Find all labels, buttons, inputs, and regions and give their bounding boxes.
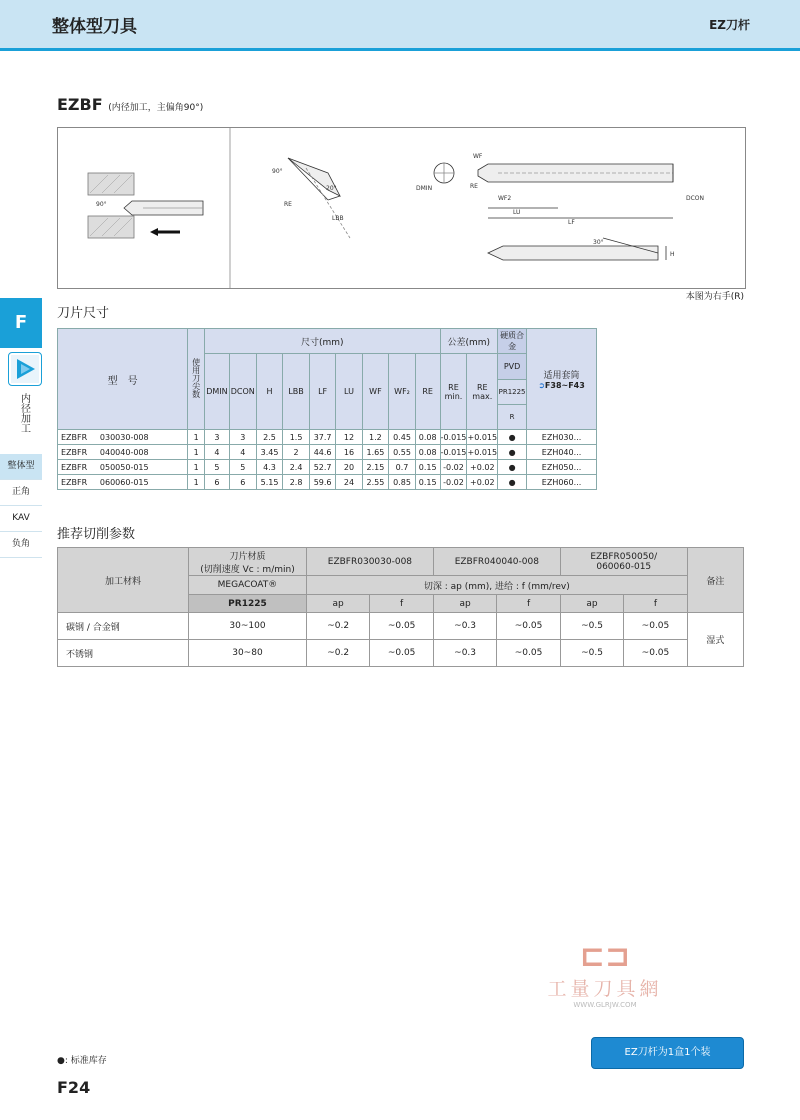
table-row [58,430,597,445]
watermark-icon: ⊏⊐ [579,939,631,974]
svg-text:RE: RE [470,183,478,190]
h-cell: 2.5 [256,430,283,445]
col-wf: WF [362,354,389,430]
tolerance-header: 公差(mm) [440,329,498,354]
sleeve-cell: EZH050... [527,460,597,475]
dmin-cell: 6 [204,475,229,490]
value-cell: ~0.2 [306,613,369,640]
speed-cell: 30~80 [188,640,306,667]
page-number: F24 [57,1078,91,1097]
ap-header: ap [306,595,369,613]
value-cell: ~0.2 [306,640,369,667]
wf-cell: 2.15 [362,460,389,475]
sidebar-section-letter: F [0,298,42,348]
col-wf2: WF₂ [389,354,416,430]
lu-cell: 24 [336,475,362,490]
f-header: f [370,595,434,613]
remark-cell: 湿式 [687,613,743,667]
dmin-cell: 4 [204,445,229,460]
re-min-cell: -0.015 [440,430,467,445]
edges-cell: 1 [188,445,205,460]
page-title: 整体型刀具 [52,17,137,37]
value-cell: ~0.05 [497,640,561,667]
group-header-030: EZBFR030030-008 [306,548,433,576]
ap-header: ap [560,595,623,613]
ap-header: ap [433,595,496,613]
grade-header: 硬质合金 [498,329,527,354]
edges-cell: 1 [188,430,205,445]
svg-text:30°: 30° [593,239,604,246]
wf-cell: 1.65 [362,445,389,460]
svg-text:H: H [670,251,675,258]
sidebar-tab-solid[interactable]: 整体型 [0,454,42,480]
stock-cell: ● [498,445,527,460]
table-row [58,613,744,640]
table-row [58,475,597,490]
remark-header: 备注 [687,548,743,613]
edges-cell: 1 [188,460,205,475]
re-cell: 0.08 [415,430,440,445]
wf2-cell: 0.45 [389,430,416,445]
edges-cell: 1 [188,475,205,490]
table-row [58,460,597,475]
stock-cell: ● [498,460,527,475]
lbb-cell: 2 [283,445,309,460]
stock-cell: ● [498,475,527,490]
group-header-050-060: EZBFR050050/ 060060-015 [560,548,687,576]
value-cell: ~0.05 [370,613,434,640]
dcon-cell: 6 [229,475,256,490]
stock-cell: ● [498,430,527,445]
sidebar-tab-positive[interactable]: 正角 [0,480,42,506]
lu-cell: 16 [336,445,362,460]
dcon-cell: 5 [229,460,256,475]
re-max-cell: +0.015 [467,430,498,445]
model-cell: EZBFR 040040-008 [58,445,188,460]
value-cell: ~0.05 [497,613,561,640]
depth-feed-header: 切深 : ap (mm), 进给 : f (mm/rev) [306,576,687,595]
stock-legend: ●: 标准库存 [57,1056,107,1066]
lbb-cell: 1.5 [283,430,309,445]
cutting-params-title: 推荐切削参数 [57,527,136,542]
material-header: 加工材料 [58,548,189,613]
value-cell: ~0.05 [624,613,688,640]
dcon-cell: 4 [229,445,256,460]
table-row [58,640,744,667]
svg-text:RE: RE [284,201,292,208]
f-header: f [624,595,688,613]
svg-text:DCON: DCON [686,195,705,202]
insert-dimensions-table [57,328,597,490]
grade-header: 刀片材质 (切削速度 Vc : m/min) [188,548,306,576]
lf-cell: 52.7 [309,460,336,475]
re-cell: 0.15 [415,460,440,475]
value-cell: ~0.05 [624,640,688,667]
col-lu: LU [336,354,362,430]
col-re: RE [415,354,440,430]
sidebar-tab-negative[interactable]: 负角 [0,532,42,558]
wf-cell: 2.55 [362,475,389,490]
value-cell: ~0.5 [560,613,623,640]
megacoat-label: MEGACOAT® [188,576,306,595]
h-cell: 3.45 [256,445,283,460]
col-re-min: RE min. [440,354,467,430]
sleeve-cell: EZH030... [527,430,597,445]
sleeve-cell: EZH060... [527,475,597,490]
model-cell: EZBFR 050050-015 [58,460,188,475]
col-h: H [256,354,283,430]
boring-tool-icon [8,352,42,386]
table-row [58,445,597,460]
material-cell: 碳钢 / 合金钢 [58,613,189,640]
speed-cell: 30~100 [188,613,306,640]
model-cell: EZBFR 060060-015 [58,475,188,490]
svg-text:90°: 90° [272,168,283,175]
model-cell: EZBFR 030030-008 [58,430,188,445]
lbb-cell: 2.4 [283,460,309,475]
re-max-cell: +0.02 [467,475,498,490]
diagram-note: 本图为右手(R) [685,292,744,302]
dimensions-header: 尺寸(mm) [204,329,440,354]
edges-header: 使用刀尖数 [188,329,205,430]
dcon-cell: 3 [229,430,256,445]
re-max-cell: +0.02 [467,460,498,475]
dmin-cell: 5 [204,460,229,475]
wf-cell: 1.2 [362,430,389,445]
value-cell: ~0.3 [433,613,496,640]
svg-text:WF: WF [473,153,483,160]
lu-cell: 20 [336,460,362,475]
col-lf: LF [309,354,336,430]
packaging-note-button[interactable]: EZ刀杆为1盒1个装 [591,1037,744,1069]
product-code: EZBF [57,95,103,114]
svg-text:LBB: LBB [332,215,344,222]
sidebar-vertical-label: 内径加工 [18,393,30,433]
lf-cell: 37.7 [309,430,336,445]
sidebar-tab-kav[interactable]: KAV [0,506,42,532]
material-cell: 不锈钢 [58,640,189,667]
sleeve-cell: EZH040... [527,445,597,460]
svg-text:LF: LF [568,219,575,226]
value-cell: ~0.3 [433,640,496,667]
col-lbb: LBB [283,354,309,430]
product-subtitle: (内径加工，主偏角90°) [108,103,204,113]
lf-cell: 44.6 [309,445,336,460]
lu-cell: 12 [336,430,362,445]
col-dcon: DCON [229,354,256,430]
group-header-040: EZBFR040040-008 [433,548,560,576]
svg-text:LU: LU [513,209,521,216]
wf2-cell: 0.85 [389,475,416,490]
insert-dimensions-title: 刀片尺寸 [57,306,110,321]
col-dmin: DMIN [204,354,229,430]
h-cell: 4.3 [256,460,283,475]
grade-label: PR1225 [188,595,306,613]
cutting-params-table [57,547,744,667]
svg-text:DMIN: DMIN [416,185,433,192]
lf-cell: 59.6 [309,475,336,490]
watermark-logo: ⊏⊐ 工量刀具網 WWW.GLRJW.COM [540,940,670,1020]
arrow-right-icon: ➲ [538,381,545,390]
lbb-cell: 2.8 [283,475,309,490]
re-min-cell: -0.02 [440,460,467,475]
f-header: f [497,595,561,613]
re-min-cell: -0.015 [440,445,467,460]
h-cell: 5.15 [256,475,283,490]
pvd-header: PVD [498,354,527,380]
re-cell: 0.08 [415,445,440,460]
product-heading [57,95,203,114]
header-category: EZ刀杆 [709,18,750,32]
wf2-cell: 0.7 [389,460,416,475]
sleeve-header: 适用套筒 ➲F38~F43 [527,329,597,430]
re-max-cell: +0.015 [467,445,498,460]
model-header: 型 号 [58,329,188,430]
page-header [0,0,800,51]
col-re-max: RE max. [467,354,498,430]
svg-text:WF2: WF2 [498,195,512,202]
grade-cell: PR1225 R [498,380,527,430]
tool-diagram [57,127,746,289]
svg-text:20°: 20° [326,185,337,192]
re-min-cell: -0.02 [440,475,467,490]
value-cell: ~0.05 [370,640,434,667]
wf2-cell: 0.55 [389,445,416,460]
re-cell: 0.15 [415,475,440,490]
value-cell: ~0.5 [560,640,623,667]
dmin-cell: 3 [204,430,229,445]
svg-text:90°: 90° [96,201,107,208]
